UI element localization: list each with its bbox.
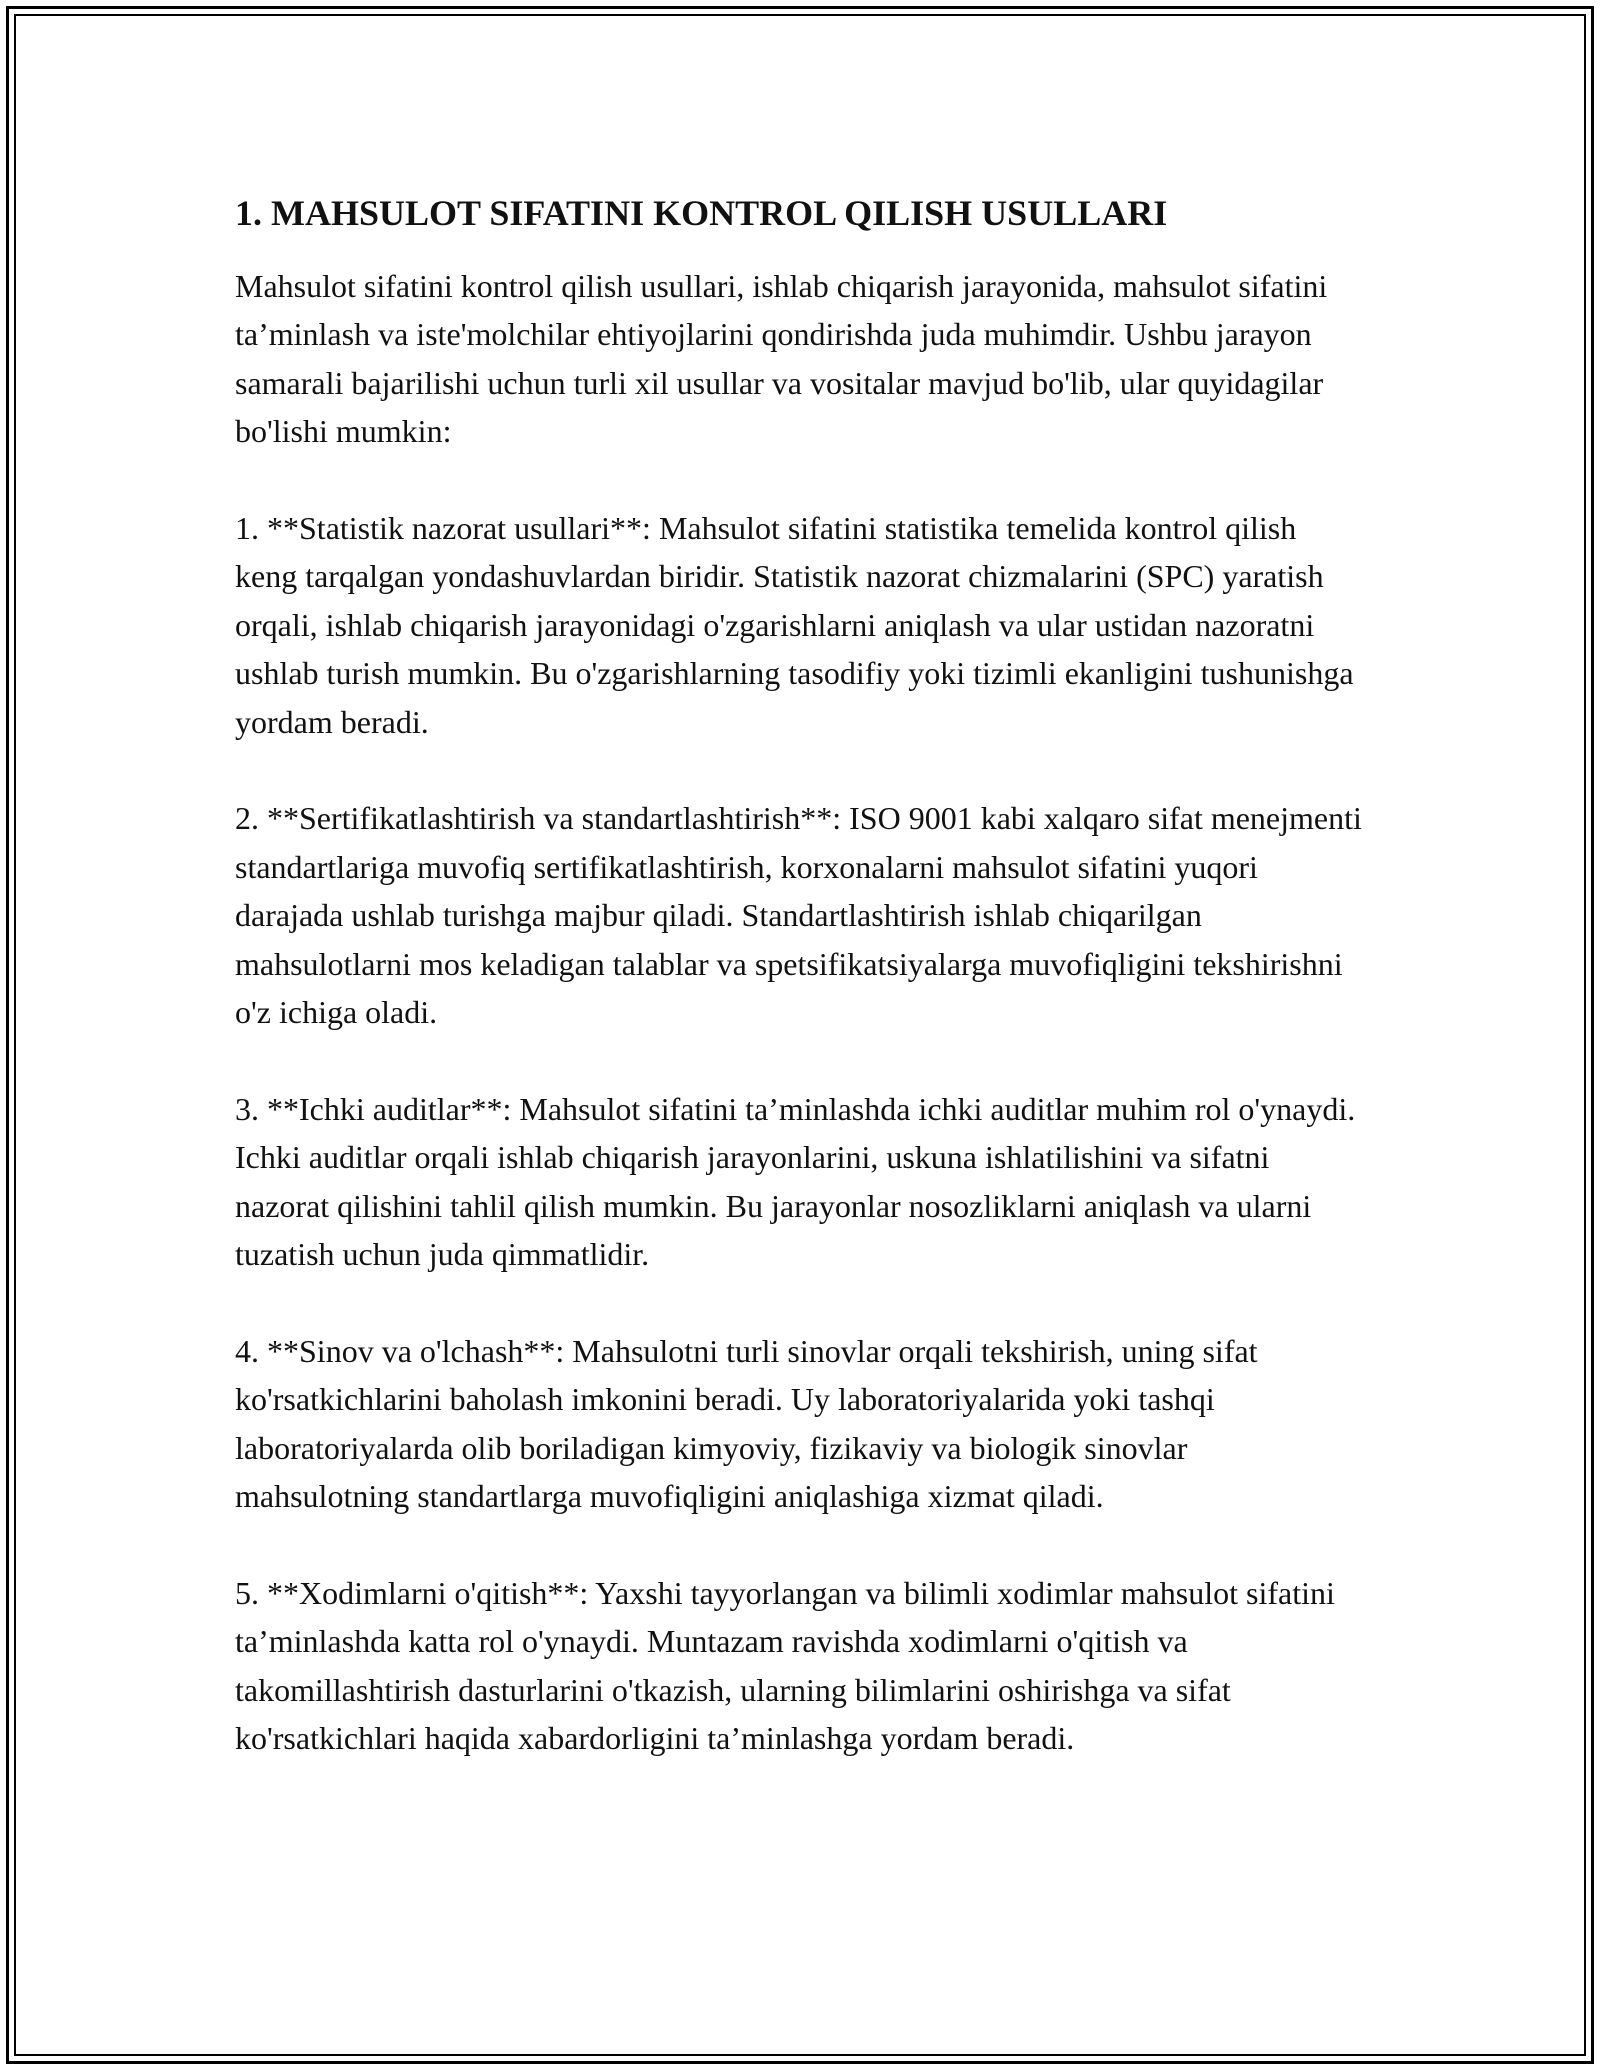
paragraph-staff-training: 5. **Xodimlarni o'qitish**: Yaxshi tayyorlangan va bilimli xodimlar mahsulot sifatini ta’minlashda katta rol o'ynaydi. Muntazam ravishda xodimlarni o'qitish va takomillashtirish dasturlarini o'tkazish, ularning bilimlarini oshirishga va sifat ko'rsatkichlari haqida xabardorligini ta’minlashga yordam beradi. [235,1574,1335,1757]
document-title: 1. MAHSULOT SIFATINI KONTROL QILISH USULLARI [235,193,1168,233]
document-body [235,190,1365,1811]
paragraph-internal-audits: 3. **Ichki auditlar**: Mahsulot sifatini ta’minlashda ichki auditlar muhim rol o'ynaydi. Ichki auditlar orqali ishlab chiqarish jarayonlarini, uskuna ishlatilishini va sifatni nazorat qilishini tahlil qilish mumkin. Bu jarayonlar nosozliklarni aniqlash va ularni tuzatish uchun juda qimmatlidir. [235,1090,1356,1273]
paragraph-intro: Mahsulot sifatini kontrol qilish usullari, ishlab chiqarish jarayonida, mahsulot sifatini ta’minlash va iste'molchilar ehtiyojlarini qondirishda juda muhimdir. Ushbu jarayon samarali bajarilishi uchun turli xil usullar va vositalar mavjud bo'lib, ular quyidagilar bo'lishi mumkin: [235,268,1328,450]
paragraph-statistical-control: 1. **Statistik nazorat usullari**: Mahsulot sifatini statistika temelida kontrol qilish keng tarqalgan yondashuvlardan biridir. Statistik nazorat chizmalarini (SPC) yaratish orqali, ishlab chiqarish jarayonidagi o'zgarishlarni aniqlash va ular ustidan nazoratni ushlab turish mumkin. Bu o'zgarishlarning tasodifiy yoki tizimli ekanligini tushunishga yordam beradi. [235,510,1354,740]
paragraph-testing: 4. **Sinov va o'lchash**: Mahsulotni turli sinovlar orqali tekshirish, uning sifat ko'rsatkichlarini baholash imkonini beradi. Uy laboratoriyalarida yoki tashqi laboratoriyalarda olib boriladigan kimyoviy, fizikaviy va biologik sinovlar mahsulotning standartlarga muvofiqligini aniqlashiga xizmat qiladi. [235,1332,1258,1515]
paragraph-certification: 2. **Sertifikatlashtirish va standartlashtirish**: ISO 9001 kabi xalqaro sifat menejmenti standartlariga muvofiq sertifikatlashtirish, korxonalarni mahsulot sifatini yuqori darajada ushlab turishga majbur qiladi. Standartlashtirish ishlab chiqarilgan mahsulotlarni mos keladigan talablar va spetsifikatsiyalarga muvofiqligini tekshirishni o'z ichiga oladi. [235,800,1362,1031]
